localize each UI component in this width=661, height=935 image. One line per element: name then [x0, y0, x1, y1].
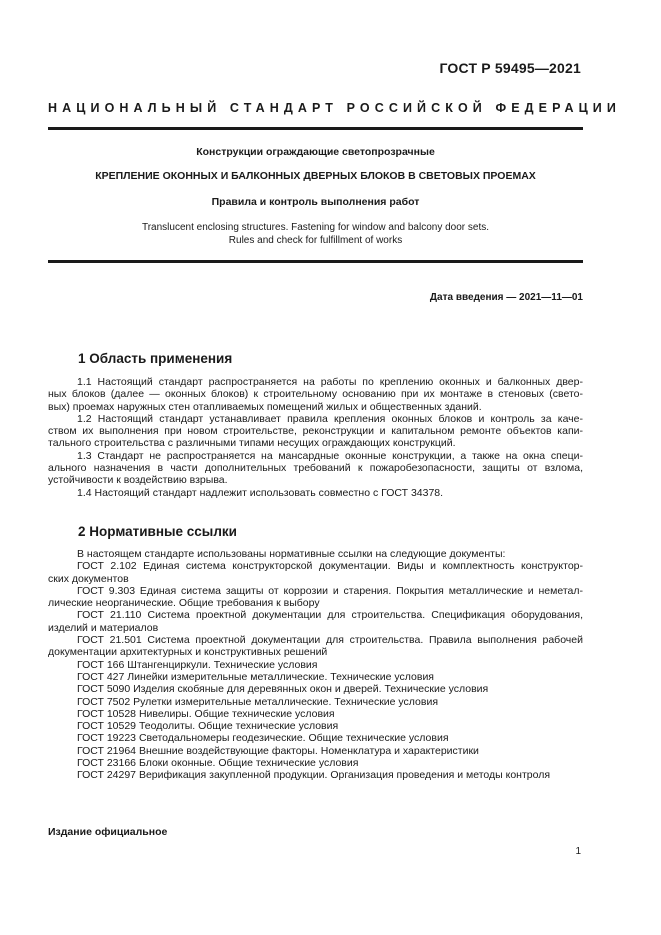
text-line: ального назначения в части дополнительных требований к пожаробезопасности, защиты от взлома, — [48, 462, 583, 475]
text-line: 1.4 Настоящий стандарт надлежит использовать совместно с ГОСТ 34378. — [77, 486, 444, 499]
official-edition-label: Издание официальное — [48, 826, 168, 838]
reference-line: ГОСТ 19223 Светодальномеры геодезические. Общие технические условия — [77, 732, 449, 745]
section-2-body — [48, 548, 583, 782]
text-line: ством их выполнения при новом строительстве, реконструкции и капитальном ремонте объектов капи- — [48, 425, 583, 438]
english-title-line: Translucent enclosing structures. Fastening for window and balcony door sets. — [141, 222, 490, 233]
reference-line: ГОСТ 24297 Верификация закупленной продукции. Организация проведения и методы контроля — [77, 769, 551, 782]
reference-line: ГОСТ 21.501 Система проектной документации для строительства. Правила выполнения рабочей — [77, 634, 583, 647]
top-rule — [48, 127, 583, 130]
text-line: 1.3 Стандарт не распространяется на мансардные оконные конструкции, а также на окна специ- — [77, 449, 583, 462]
text-line: ных блоков (далее — оконных блоков) к строительному основанию при их монтаже в стеновых (свето- — [48, 388, 583, 401]
reference-line: документации архитектурных и конструктивных решений — [48, 646, 328, 659]
text-line: устойчивости к воздействию взрыва. — [48, 474, 228, 487]
title-line-3: Правила и контроль выполнения работ — [211, 196, 420, 208]
reference-line: ГОСТ 166 Штангенциркули. Технические условия — [77, 658, 318, 671]
reference-line: ГОСТ 23166 Блоки оконные. Общие технические условия — [77, 757, 359, 770]
reference-line: ГОСТ 2.102 Единая система конструкторской документации. Виды и комплектность конструктор- — [77, 560, 583, 573]
text-line: вых) проемах наружных стен отапливаемых помещений жилых и общественных зданий. — [48, 400, 482, 413]
english-title-line: Rules and check for fulfillment of works — [228, 235, 403, 246]
text-line: тального строительства с различными типами несущих ограждающих конструкций. — [48, 437, 456, 450]
date-of-introduction: Дата введения — 2021—11—01 — [429, 292, 583, 303]
reference-line: ГОСТ 10528 Нивелиры. Общие технические условия — [77, 707, 335, 720]
reference-line: ГОСТ 9.303 Единая система защиты от коррозии и старения. Покрытия металлические и неметал- — [77, 584, 583, 597]
text-line: 1.2 Настоящий стандарт устанавливает правила крепления оконных блоков и контроль за каче- — [77, 412, 583, 425]
reference-line: ГОСТ 21.110 Система проектной документации для строительства. Спецификация оборудования, — [77, 609, 583, 622]
section-2-heading: 2 Нормативные ссылки — [78, 524, 237, 539]
document-code: ГОСТ Р 59495—2021 — [439, 60, 581, 76]
bottom-rule — [48, 260, 583, 263]
reference-line: лические неорганические. Общие требования к выбору — [48, 597, 320, 610]
page-number: 1 — [575, 846, 581, 857]
title-line-1: Конструкции ограждающие светопрозрачные — [196, 146, 435, 158]
text-line: 1.1 Настоящий стандарт распространяется на работы по креплению оконных и балконных двер- — [77, 376, 583, 388]
reference-line: ГОСТ 427 Линейки измерительные металлические. Технические условия — [77, 670, 434, 683]
reference-line: ских документов — [48, 572, 129, 585]
english-title — [48, 221, 583, 247]
national-standard-banner: НАЦИОНАЛЬНЫЙ СТАНДАРТ РОССИЙСКОЙ ФЕДЕРАЦИИ — [48, 101, 621, 115]
reference-line: ГОСТ 5090 Изделия скобяные для деревянных окон и дверей. Технические условия — [77, 683, 489, 696]
section-1-heading: 1 Область применения — [78, 351, 233, 366]
title-main: КРЕПЛЕНИЕ ОКОННЫХ И БАЛКОННЫХ ДВЕРНЫХ БЛОКОВ В СВЕТОВЫХ ПРОЕМАХ — [95, 170, 536, 182]
text-line: В настоящем стандарте использованы нормативные ссылки на следующие документы: — [77, 548, 506, 560]
reference-line: изделий и материалов — [48, 621, 159, 634]
reference-line: ГОСТ 7502 Рулетки измерительные металлические. Технические условия — [77, 695, 439, 708]
section-1-body — [48, 376, 583, 499]
reference-line: ГОСТ 21964 Внешние воздействующие факторы. Номенклатура и характеристики — [77, 744, 479, 757]
reference-line: ГОСТ 10529 Теодолиты. Общие технические условия — [77, 720, 339, 733]
